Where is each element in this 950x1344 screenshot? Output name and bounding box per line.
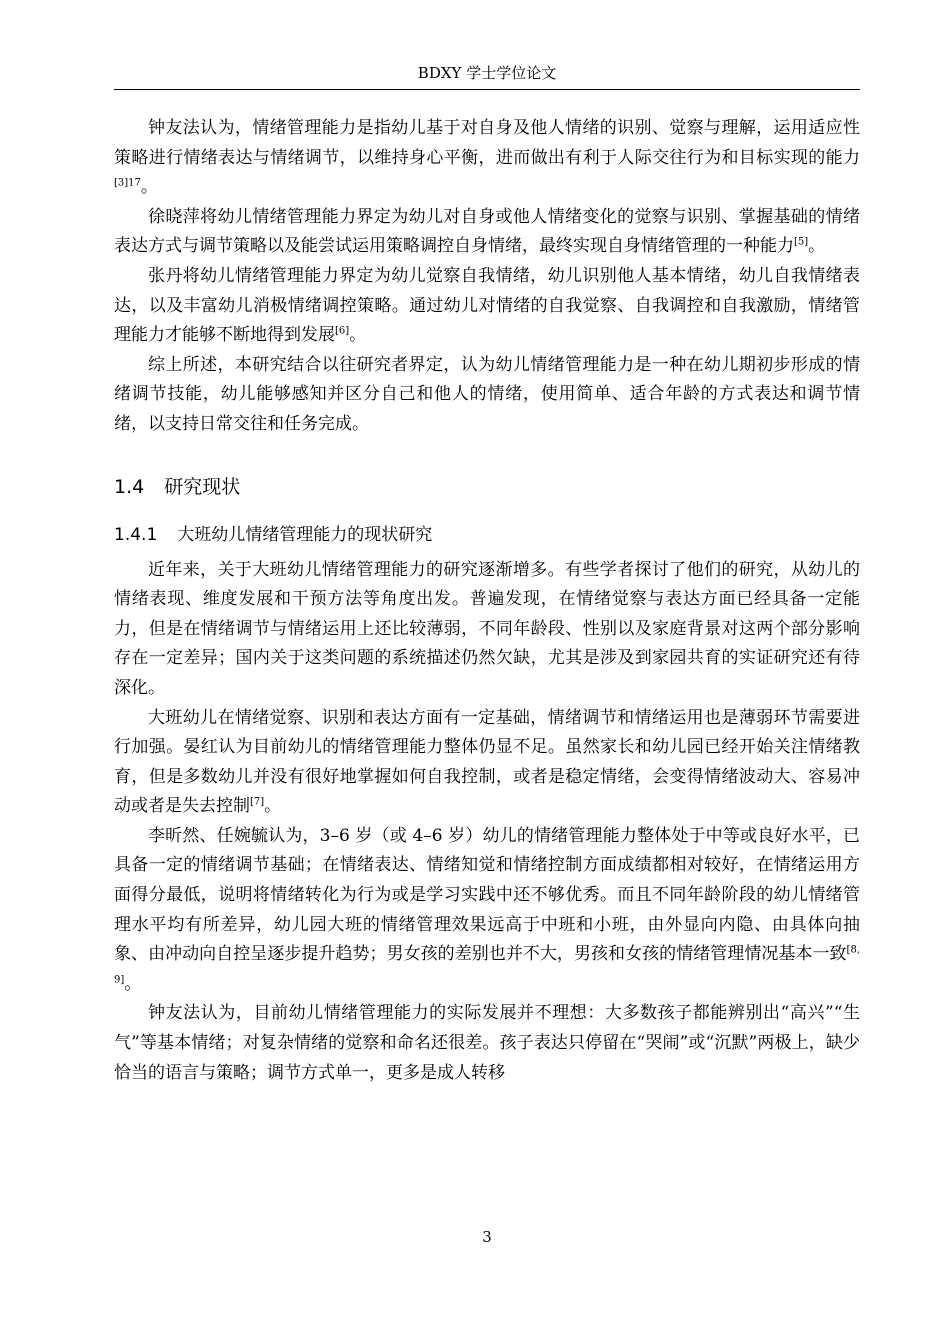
paragraph: 综上所述，本研究结合以往研究者界定，认为幼儿情绪管理能力是一种在幼儿期初步形成的情绪调节技能，幼儿能够感知并区分自己和他人的情绪，使用简单、适合年龄的方式表达和调节情绪，以支持日常交往和任务完成。 bbox=[114, 354, 860, 434]
paragraph: 张丹将幼儿情绪管理能力界定为幼儿觉察自我情绪，幼儿识别他人基本情绪，幼儿自我情绪表达，以及丰富幼儿消极情绪调控策略。通过幼儿对情绪的自我觉察、自我调控和自我激励，情绪管理能力才能够不断地得到发展[6]。 bbox=[114, 265, 860, 346]
page-body bbox=[114, 114, 860, 1088]
citation: [5] bbox=[794, 236, 809, 248]
header-title: BDXY 学士学位论文 bbox=[417, 64, 557, 82]
section-heading bbox=[114, 472, 860, 502]
section-title: 研究现状 bbox=[164, 475, 241, 498]
citation: [7] bbox=[250, 796, 265, 808]
paragraph: 近年来，关于大班幼儿情绪管理能力的研究逐渐增多。有些学者探讨了他们的研究，从幼儿的情绪表现、维度发展和干预方法等角度出发。普遍发现，在情绪觉察与表达方面已经具备一定能力，但是在情绪调节与情绪运用上还比较薄弱，不同年龄段、性别以及家庭背景对这两个部分影响存在一定差异；国内关于这类问题的系统描述仍然欠缺，尤其是涉及到家园共育的实证研究还有待深化。 bbox=[114, 559, 860, 698]
subsection-heading bbox=[114, 520, 860, 550]
citation: [3]17 bbox=[114, 177, 141, 189]
paragraph: 钟友法认为，目前幼儿情绪管理能力的实际发展并不理想：大多数孩子都能辨别出“高兴”“生气”等基本情绪；对复杂情绪的觉察和命名还很差。孩子表达只停留在“哭闹”或“沉默”两极上，缺少恰当的语言与策略；调节方式单一，更多是成人转移 bbox=[114, 1003, 860, 1083]
page-header bbox=[114, 62, 860, 84]
citation: [6] bbox=[335, 325, 350, 337]
paragraph: 徐晓萍将幼儿情绪管理能力界定为幼儿对自身或他人情绪变化的觉察与识别、掌握基础的情绪表达方式与调节策略以及能尝试运用策略调控自身情绪，最终实现自身情绪管理的一种能力[5]。 bbox=[114, 206, 860, 257]
paragraph: 李昕然、任婉毓认为，3–6 岁（或 4–6 岁）幼儿的情绪管理能力整体处于中等或良好水平，已具备一定的情绪调节基础；在情绪表达、情绪知觉和情绪控制方面成绩都相对较好，在情绪运用方面得分最低，说明将情绪转化为行为或是学习实践中还不够优秀。而且不同年龄阶段的幼儿情绪管理水平均有所差异，幼儿园大班的情绪管理效果远高于中班和小班，由外显向内隐、由具体向抽象、由冲动向自控呈逐步提升趋势；男女孩的差别也并不大，男孩和女孩的情绪管理情况基本一致[8, 9]。 bbox=[114, 825, 860, 994]
paragraph: 大班幼儿在情绪觉察、识别和表达方面有一定基础，情绪调节和情绪运用也是薄弱环节需要进行加强。晏红认为目前幼儿的情绪管理能力整体仍显不足。虽然家长和幼儿园已经开始关注情绪教育，但是多数幼儿并没有很好地掌握如何自我控制，或者是稳定情绪，会变得情绪波动大、容易冲动或者是失去控制[7]。 bbox=[114, 707, 860, 817]
subsection-title: 大班幼儿情绪管理能力的现状研究 bbox=[177, 524, 433, 545]
header-rule bbox=[114, 89, 860, 90]
section-number: 1.4 bbox=[114, 475, 145, 498]
subsection-number: 1.4.1 bbox=[114, 524, 158, 545]
page-number: 3 bbox=[482, 1228, 492, 1246]
paragraph: 钟友法认为，情绪管理能力是指幼儿基于对自身及他人情绪的识别、觉察与理解，运用适应性策略进行情绪表达与情绪调节，以维持身心平衡，进而做出有利于人际交往行为和目标实现的能力$^{[3]17}$。 bbox=[114, 118, 860, 198]
citation: [8, 9] bbox=[114, 944, 860, 986]
page-footer bbox=[114, 1226, 860, 1248]
